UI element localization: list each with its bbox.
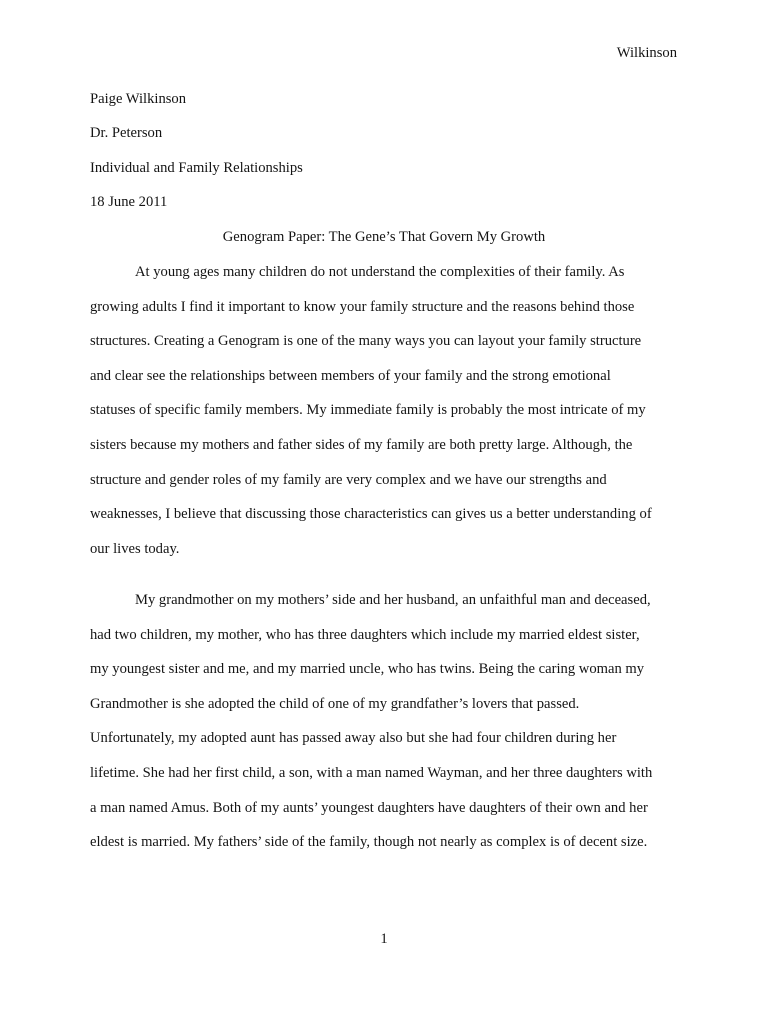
paragraph-1: [90, 255, 680, 566]
paper-date: 18 June 2011: [90, 194, 168, 210]
text-line: our lives today.: [90, 540, 180, 557]
page-number: 1: [380, 931, 388, 947]
course-name: Individual and Family Relationships: [90, 160, 303, 176]
running-head: Wilkinson: [616, 45, 677, 61]
text-line: eldest is married. My fathers’ side of the family, though not nearly as complex is of decent size.: [90, 834, 648, 851]
text-line: a man named Amus. Both of my aunts’ youngest daughters have daughters of their own and her: [90, 799, 648, 816]
text-line: Grandmother is she adopted the child of one of my grandfather’s lovers that passed.: [90, 695, 580, 712]
text-line: structure and gender roles of my family are very complex and we have our strengths and: [90, 471, 607, 488]
paper-title: Genogram Paper: The Gene’s That Govern My Growth: [222, 229, 546, 245]
instructor-name: Dr. Peterson: [90, 125, 163, 141]
text-line: structures. Creating a Genogram is one of the many ways you can layout your family structure: [90, 333, 642, 350]
text-line: growing adults I find it important to know your family structure and the reasons behind those: [90, 298, 635, 315]
text-line: weaknesses, I believe that discussing those characteristics can gives us a better understanding of: [90, 506, 652, 523]
text-line: Unfortunately, my adopted aunt has passed away also but she had four children during her: [90, 730, 617, 747]
text-line: and clear see the relationships between members of your family and the strong emotional: [90, 367, 611, 384]
text-line: sisters because my mothers and father sides of my family are both pretty large. Although, the: [90, 436, 633, 453]
paragraph-2: [90, 583, 680, 860]
text-line: lifetime. She had her first child, a son, with a man named Wayman, and her three daughters with: [90, 764, 653, 781]
text-line: had two children, my mother, who has three daughters which include my married eldest sister,: [90, 626, 640, 643]
text-line: my youngest sister and me, and my married uncle, who has twins. Being the caring woman my: [90, 661, 645, 678]
author-name: Paige Wilkinson: [90, 91, 187, 107]
text-line: At young ages many children do not understand the complexities of their family. As: [135, 264, 625, 280]
text-line: My grandmother on my mothers’ side and her husband, an unfaithful man and deceased,: [135, 592, 651, 608]
text-line: statuses of specific family members. My immediate family is probably the most intricate of my: [90, 402, 646, 419]
